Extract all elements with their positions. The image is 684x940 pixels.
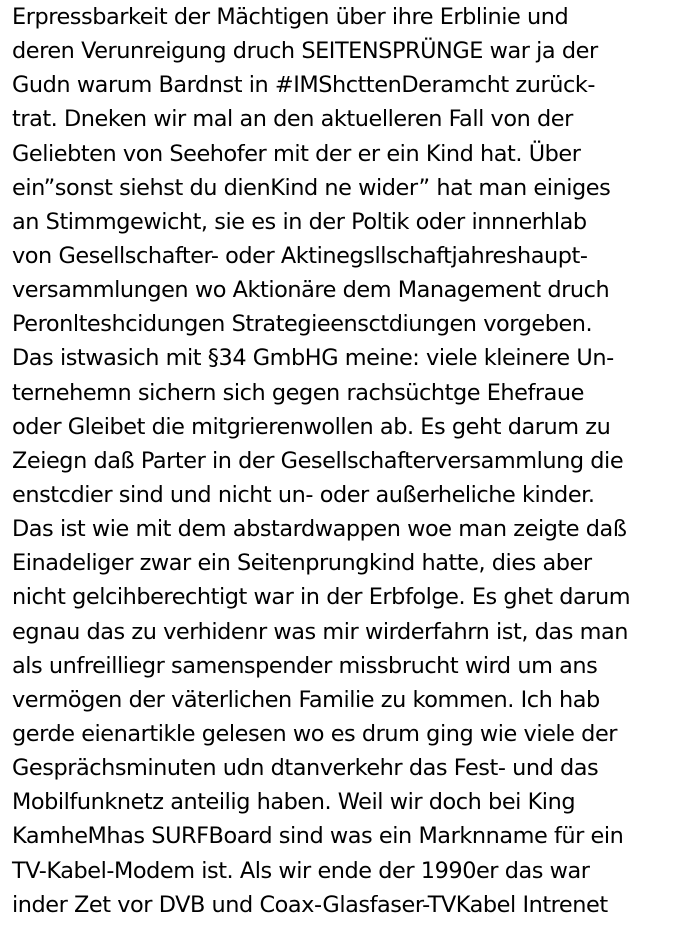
text-line: an Stimmgewicht, sie es in der Poltik oder innnerhlab [12,208,587,235]
text-line: Mobilfunknetz anteilig haben. Weil wir doch bei King [12,789,576,816]
text-line: oder Gleibet die mitgrierenwollen ab. Es geht darum zu [12,413,611,440]
text-line: inder Zet vor DVB und Coax-Glasfaser-TVKabel Intrenet [12,891,608,918]
body-text [12,0,682,922]
text-line: gerde eienartikle gelesen wo es drum ging wie viele der [12,720,618,747]
text-line: nicht gelcihberechtigt war in der Erbfolge. Es ghet darum [12,584,631,611]
text-line: Einadeliger zwar ein Seitenprungkind hatte, dies aber [12,550,592,577]
text-line: deren Verunreigung druch SEITENSPRÜNGE war ja der [12,38,598,65]
text-line: Erpressbarkeit der Mächtigen über ihre Erblinie und [12,4,569,30]
text-line: Zeiegn daß Parter in der Gesellschafterversammlung die [12,447,624,474]
text-line: ternehemn sichern sich gegen rachsüchtge Ehefraue [12,379,585,406]
text-line: von Gesellschafter- oder Aktinegsllschaftjahreshaupt- [12,242,588,269]
text-line: Gesprächsminuten udn dtanverkehr das Fest- und das [12,755,599,782]
text-line: egnau das zu verhidenr was mir wirderfahrn ist, das man [12,618,628,645]
text-line: Das ist wie mit dem abstardwappen woe man zeigte daß [12,516,627,543]
text-line: Gudn warum Bardnst in #IMShcttenDeramcht zurück- [12,72,595,99]
text-line: Das istwasich mit §34 GmbHG meine: viele kleinere Un- [12,345,614,372]
text-line: ein”sonst siehst du dienKind ne wider” hat man einiges [12,174,611,201]
text-line: TV-Kabel-Modem ist. Als wir ende der 1990er das war [12,857,590,884]
text-line: Peronlteshcidungen Strategieensctdiungen vorgeben. [12,311,593,338]
text-line: trat. Dneken wir mal an den aktuelleren Fall von der [12,106,573,133]
text-line: als unfreilliegr samenspender missbrucht wird um ans [12,652,598,679]
text-line: vermögen der väterlichen Familie zu kommen. Ich hab [12,686,600,713]
text-line: Geliebten von Seehofer mit der er ein Kind hat. Über [12,140,581,167]
text-line: versammlungen wo Aktionäre dem Management druch [12,277,610,304]
text-line: enstcdier sind und nicht un- oder außerheliche kinder. [12,481,595,508]
text-line: KamheMhas SURFBoard sind was ein Marknname für ein [12,823,624,850]
